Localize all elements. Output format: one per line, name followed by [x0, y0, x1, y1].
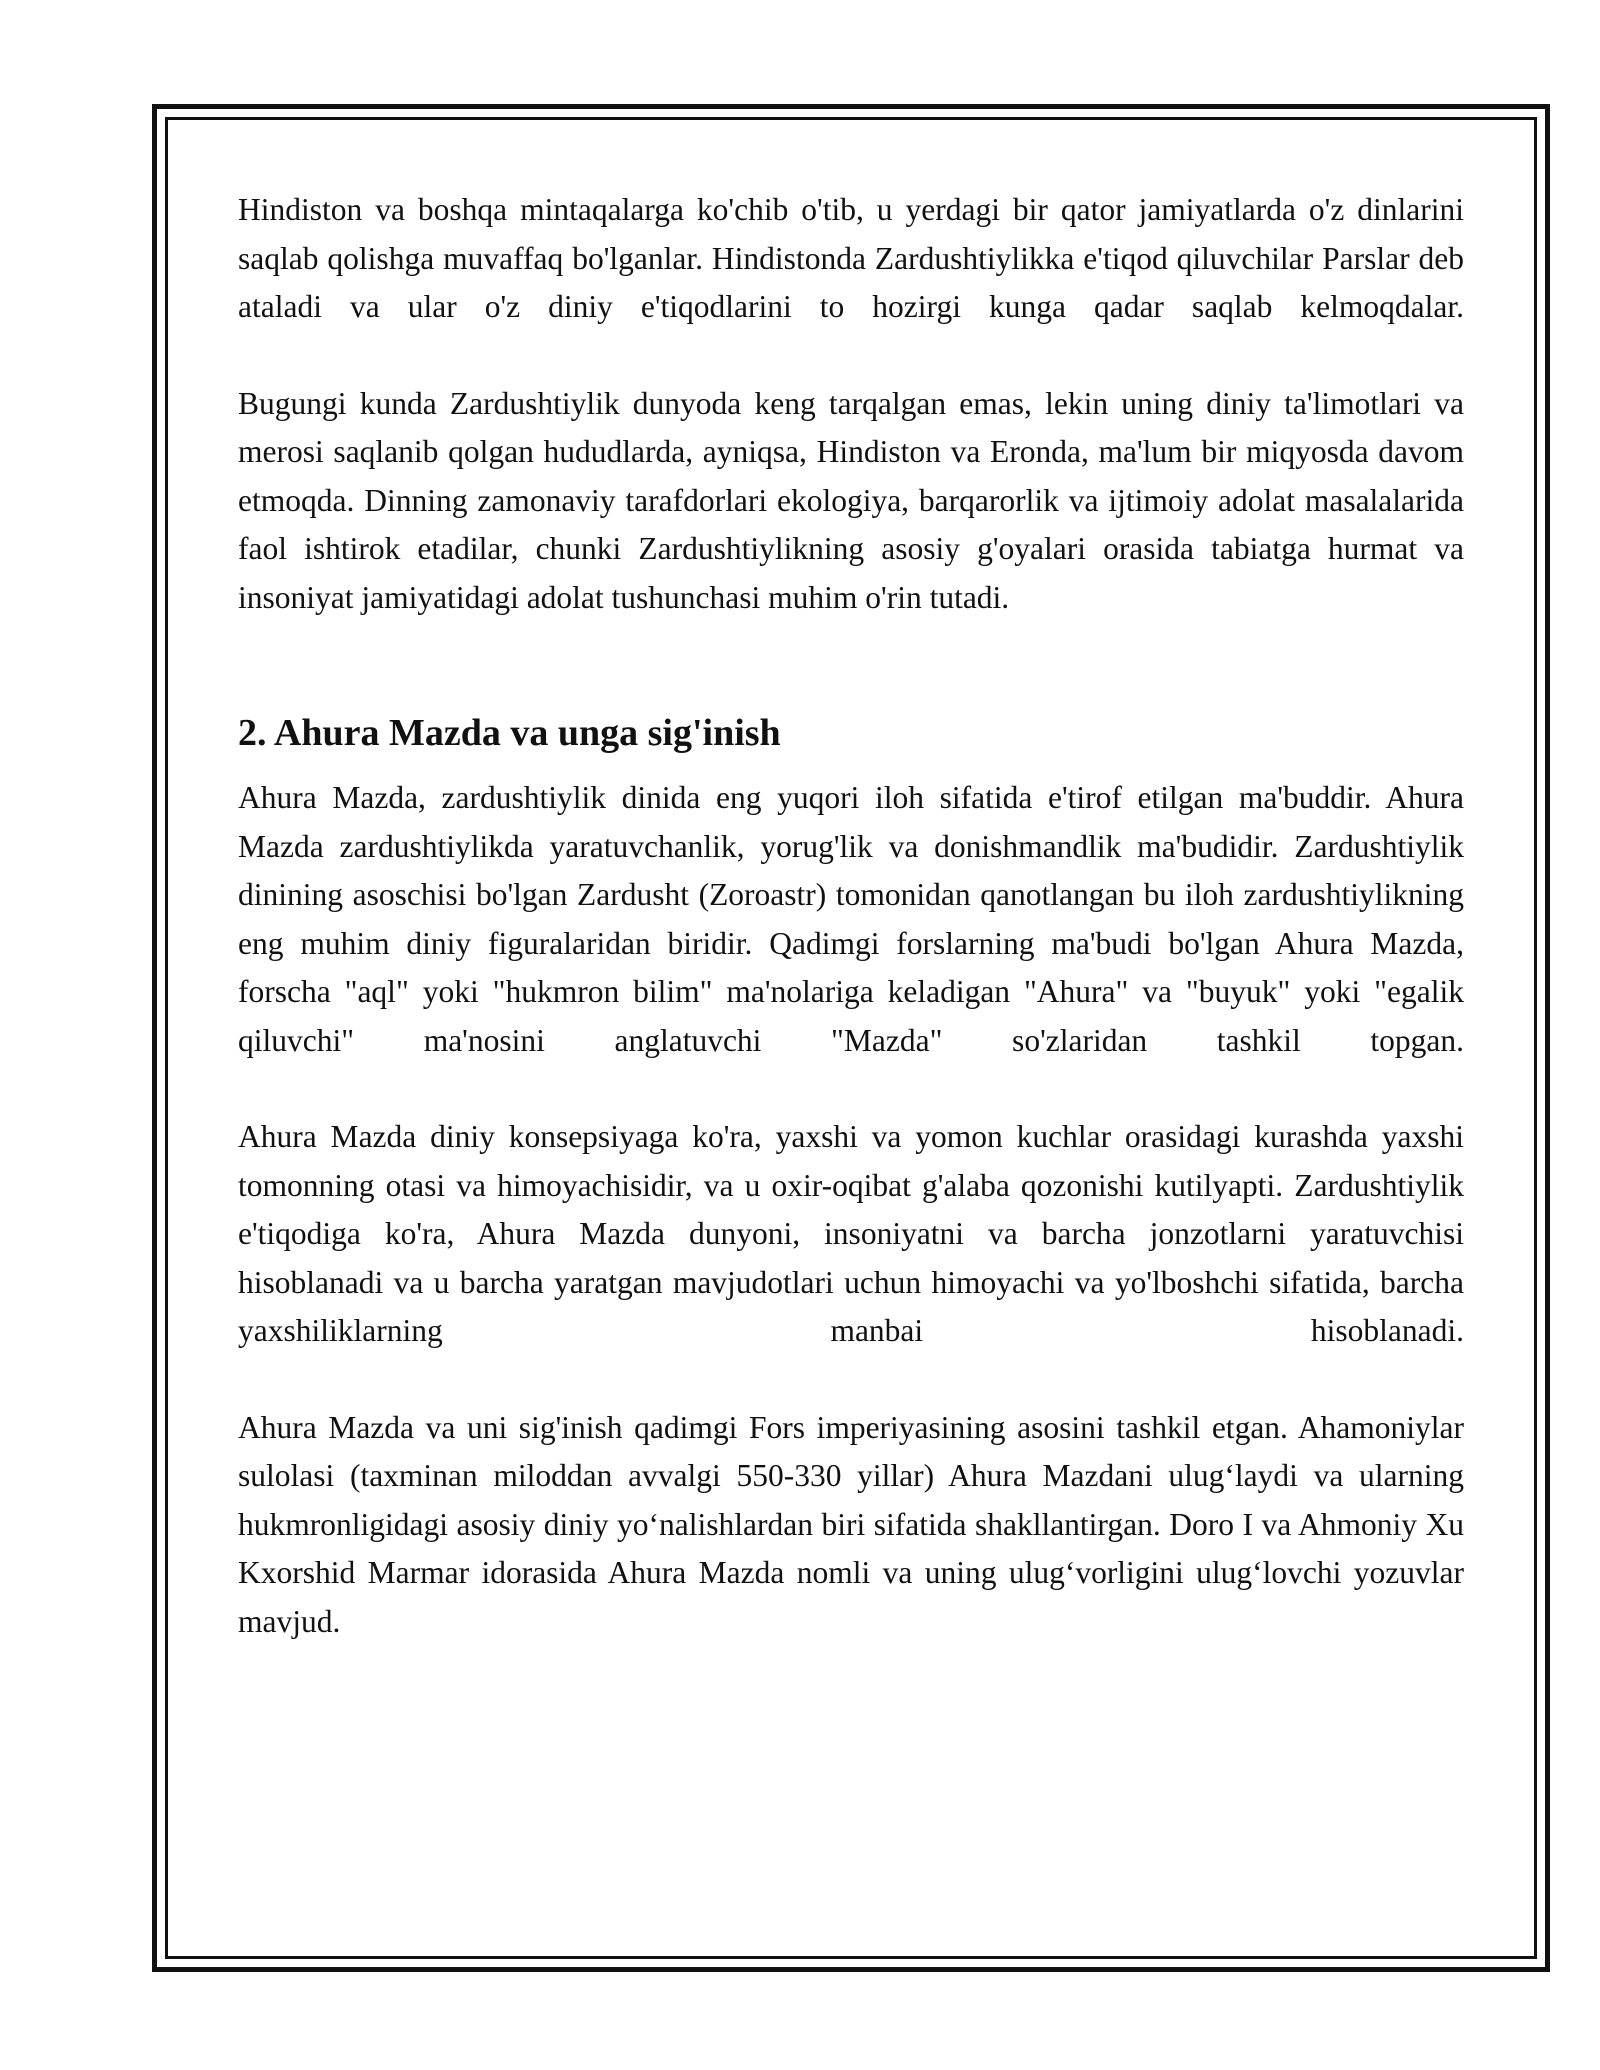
paragraph-parsis-india: Hindiston va boshqa mintaqalarga ko'chib o'tib, u yerdagi bir qator jamiyatlarda o'z dinlarini saqlab qolishga muvaffaq bo'lganlar. Hindistonda Zardushtiylikka e'tiqod qiluvchilar Parslar deb ataladi va ular o'z diniy e'tiqodlarini to hozirgi kunga qadar saqlab kelmoqdalar. [238, 192, 1464, 324]
paragraph-gap [238, 1356, 1464, 1404]
section-gap [238, 622, 1464, 708]
paragraph-ahura-mazda-intro: Ahura Mazda, zardushtiylik dinida eng yuqori iloh sifatida e'tirof etilgan ma'buddir. Ahura Mazda zardushtiylikda yaratuvchanlik, yorug'lik va donishmandlik ma'budidir. Zardushtiylik dinining asoschisi bo'lgan Zardusht (Zoroastr) tomonidan qanotlangan bu iloh zardushtiylikning eng muhim diniy figuralaridan biridir. Qadimgi forslarning ma'budi bo'lgan Ahura Mazda, forscha "aql" yoki "hukmron bilim" ma'nolariga keladigan "Ahura" va "buyuk" yoki "egalik qiluvchi" ma'nosini anglatuvchi "Mazda" so'zlaridan tashkil topgan. [238, 780, 1464, 1058]
document-body [238, 186, 1464, 1646]
paragraph-gap [238, 1065, 1464, 1113]
section-heading-ahura-mazda: 2. Ahura Mazda va unga sig'inish [238, 712, 781, 754]
paragraph-ahura-mazda-concept: Ahura Mazda diniy konsepsiyaga ko'ra, yaxshi va yomon kuchlar orasidagi kurashda yaxshi tomonning otasi va himoyachisidir, va u oxir-oqibat g'alaba qozonishi kutilyapti. Zardushtiylik e'tiqodiga ko'ra, Ahura Mazda dunyoni, insoniyatni va barcha jonzotlarni yaratuvchisi hisoblanadi va u barcha yaratgan mavjudotlari uchun himoyachi va yo'lboshchi sifatida, barcha yaxshiliklarning manbai hisoblanadi. [238, 1119, 1464, 1348]
paragraph-gap [238, 332, 1464, 380]
paragraph-ahura-mazda-persia: Ahura Mazda va uni sig'inish qadimgi Fors imperiyasining asosini tashkil etgan. Ahamoniylar sulolasi (taxminan miloddan avvalgi 550-330 yillar) Ahura Mazdani ulug‘laydi va ularning hukmronligidagi asosiy diniy yo‘nalishlardan biri sifatida shakllantirgan. Doro I va Ahmoniy Xu Kxorshid Marmar idorasida Ahura Mazda nomli va uning ulug‘vorligini ulug‘lovchi yozuvlar mavjud. [238, 1409, 1464, 1639]
paragraph-zoroastrianism-today: Bugungi kunda Zardushtiylik dunyoda keng tarqalgan emas, lekin uning diniy ta'limotlari va merosi saqlanib qolgan hududlarda, ayniqsa, Hindiston va Eronda, ma'lum bir miqyosda davom etmoqda. Dinning zamonaviy tarafdorlari ekologiya, barqarorlik va ijtimoiy adolat masalalarida faol ishtirok etadilar, chunki Zardushtiylikning asosiy g'oyalari orasida tabiatga hurmat va insoniyat jamiyatidagi adolat tushunchasi muhim o'rin tutadi. [238, 385, 1464, 615]
